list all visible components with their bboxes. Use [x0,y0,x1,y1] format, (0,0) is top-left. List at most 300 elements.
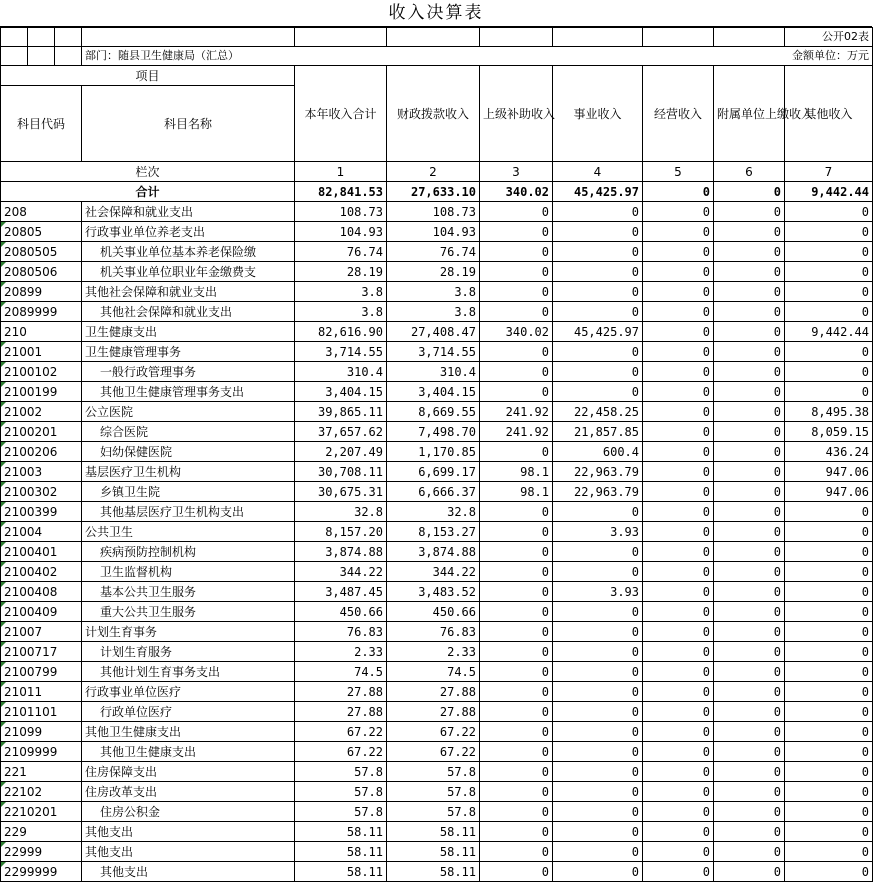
amount-cell[interactable]: 76.74 [295,242,387,262]
subject-code[interactable]: 21099 [1,722,82,742]
amount-cell[interactable]: 0 [480,722,553,742]
amount-cell[interactable]: 0 [785,382,873,402]
amount-cell[interactable]: 0 [714,242,785,262]
amount-cell[interactable]: 0 [480,682,553,702]
amount-cell[interactable]: 0 [480,302,553,322]
amount-cell[interactable]: 0 [643,622,714,642]
header-col-3[interactable]: 上级补助收入 [480,66,553,162]
amount-cell[interactable]: 22,963.79 [553,482,643,502]
subject-name[interactable]: 其他计划生育事务支出 [82,662,295,682]
amount-cell[interactable]: 0 [553,502,643,522]
amount-cell[interactable]: 0 [714,782,785,802]
amount-cell[interactable]: 28.19 [387,262,480,282]
header-col-1[interactable]: 本年收入合计 [295,66,387,162]
amount-cell[interactable]: 0 [643,822,714,842]
subject-name[interactable]: 住房改革支出 [82,782,295,802]
subject-name[interactable]: 社会保障和就业支出 [82,202,295,222]
subject-code[interactable]: 2100201 [1,422,82,442]
amount-cell[interactable]: 0 [714,582,785,602]
amount-cell[interactable]: 0 [480,282,553,302]
amount-cell[interactable]: 0 [643,562,714,582]
amount-cell[interactable]: 0 [480,542,553,562]
subject-name[interactable]: 其他支出 [82,842,295,862]
amount-cell[interactable]: 0 [480,762,553,782]
amount-cell[interactable]: 30,675.31 [295,482,387,502]
subject-name[interactable]: 计划生育事务 [82,622,295,642]
unit-label[interactable]: 金额单位：万元 [714,47,873,66]
amount-cell[interactable]: 108.73 [387,202,480,222]
subject-name[interactable]: 其他支出 [82,862,295,882]
amount-cell[interactable]: 0 [480,602,553,622]
amount-cell[interactable]: 30,708.11 [295,462,387,482]
amount-cell[interactable]: 3,714.55 [295,342,387,362]
subject-name[interactable]: 住房保障支出 [82,762,295,782]
subject-code[interactable]: 21011 [1,682,82,702]
amount-cell[interactable]: 8,669.55 [387,402,480,422]
amount-cell[interactable]: 0 [553,562,643,582]
subject-code[interactable]: 2100401 [1,542,82,562]
amount-cell[interactable]: 57.8 [387,802,480,822]
blank-cell[interactable] [295,28,387,47]
subject-name[interactable]: 卫生健康支出 [82,322,295,342]
amount-cell[interactable]: 0 [553,542,643,562]
amount-cell[interactable]: 0 [643,322,714,342]
subject-code[interactable]: 21003 [1,462,82,482]
total-cell[interactable]: 0 [714,182,785,202]
total-cell[interactable]: 82,841.53 [295,182,387,202]
subject-name[interactable]: 行政事业单位养老支出 [82,222,295,242]
subject-name[interactable]: 其他卫生健康管理事务支出 [82,382,295,402]
col-number[interactable]: 2 [387,162,480,182]
subject-name[interactable]: 基本公共卫生服务 [82,582,295,602]
subject-code[interactable]: 2100302 [1,482,82,502]
blank-cell[interactable] [28,47,55,66]
amount-cell[interactable]: 0 [643,722,714,742]
amount-cell[interactable]: 0 [643,262,714,282]
amount-cell[interactable]: 947.06 [785,462,873,482]
amount-cell[interactable]: 0 [643,542,714,562]
amount-cell[interactable]: 0 [643,482,714,502]
amount-cell[interactable]: 0 [714,302,785,322]
amount-cell[interactable]: 0 [714,422,785,442]
amount-cell[interactable]: 0 [714,262,785,282]
amount-cell[interactable]: 0 [643,762,714,782]
amount-cell[interactable]: 22,963.79 [553,462,643,482]
total-cell[interactable]: 9,442.44 [785,182,873,202]
amount-cell[interactable]: 0 [553,782,643,802]
subject-code[interactable]: 229 [1,822,82,842]
amount-cell[interactable]: 0 [785,282,873,302]
subject-name[interactable]: 重大公共卫生服务 [82,602,295,622]
amount-cell[interactable]: 0 [643,222,714,242]
amount-cell[interactable]: 0 [643,522,714,542]
subject-code[interactable]: 210 [1,322,82,342]
amount-cell[interactable]: 0 [553,622,643,642]
amount-cell[interactable]: 58.11 [295,862,387,882]
amount-cell[interactable]: 0 [785,662,873,682]
amount-cell[interactable]: 8,157.20 [295,522,387,542]
amount-cell[interactable]: 0 [714,622,785,642]
amount-cell[interactable]: 104.93 [387,222,480,242]
amount-cell[interactable]: 0 [714,722,785,742]
subject-name[interactable]: 住房公积金 [82,802,295,822]
amount-cell[interactable]: 22,458.25 [553,402,643,422]
amount-cell[interactable]: 0 [714,542,785,562]
amount-cell[interactable]: 310.4 [295,362,387,382]
blank-cell[interactable] [387,28,480,47]
amount-cell[interactable]: 0 [480,362,553,382]
header-code[interactable]: 科目代码 [1,86,82,162]
amount-cell[interactable]: 27.88 [295,682,387,702]
amount-cell[interactable]: 0 [553,842,643,862]
amount-cell[interactable]: 0 [785,782,873,802]
amount-cell[interactable]: 2.33 [295,642,387,662]
amount-cell[interactable]: 67.22 [295,722,387,742]
amount-cell[interactable]: 0 [643,442,714,462]
amount-cell[interactable]: 0 [480,262,553,282]
amount-cell[interactable]: 9,442.44 [785,322,873,342]
total-cell[interactable]: 340.02 [480,182,553,202]
amount-cell[interactable]: 3,483.52 [387,582,480,602]
blank-cell[interactable] [1,28,28,47]
amount-cell[interactable]: 0 [785,342,873,362]
amount-cell[interactable]: 32.8 [295,502,387,522]
amount-cell[interactable]: 3.93 [553,522,643,542]
header-lanci[interactable]: 栏次 [1,162,295,182]
amount-cell[interactable]: 0 [785,622,873,642]
amount-cell[interactable]: 0 [553,702,643,722]
subject-code[interactable]: 20899 [1,282,82,302]
amount-cell[interactable]: 3.8 [387,282,480,302]
amount-cell[interactable]: 0 [553,342,643,362]
subject-code[interactable]: 21001 [1,342,82,362]
amount-cell[interactable]: 0 [643,462,714,482]
amount-cell[interactable]: 1,170.85 [387,442,480,462]
subject-name[interactable]: 其他基层医疗卫生机构支出 [82,502,295,522]
amount-cell[interactable]: 0 [785,862,873,882]
amount-cell[interactable]: 6,699.17 [387,462,480,482]
amount-cell[interactable]: 0 [643,582,714,602]
amount-cell[interactable]: 0 [714,442,785,462]
amount-cell[interactable]: 0 [643,842,714,862]
amount-cell[interactable]: 3.8 [295,282,387,302]
col-number[interactable]: 4 [553,162,643,182]
amount-cell[interactable]: 3,874.88 [387,542,480,562]
department-label[interactable]: 部门：随县卫生健康局（汇总） [82,47,295,66]
amount-cell[interactable]: 0 [553,282,643,302]
amount-cell[interactable]: 0 [643,502,714,522]
amount-cell[interactable]: 0 [714,842,785,862]
amount-cell[interactable]: 27,408.47 [387,322,480,342]
amount-cell[interactable]: 0 [480,662,553,682]
amount-cell[interactable]: 0 [553,722,643,742]
amount-cell[interactable]: 21,857.85 [553,422,643,442]
amount-cell[interactable]: 2.33 [387,642,480,662]
amount-cell[interactable]: 0 [714,402,785,422]
amount-cell[interactable]: 8,495.38 [785,402,873,422]
subject-code[interactable]: 2210201 [1,802,82,822]
blank-cell[interactable] [643,28,714,47]
subject-code[interactable]: 22999 [1,842,82,862]
col-number[interactable]: 3 [480,162,553,182]
col-number[interactable]: 5 [643,162,714,182]
subject-name[interactable]: 其他社会保障和就业支出 [82,282,295,302]
subject-code[interactable]: 2109999 [1,742,82,762]
amount-cell[interactable]: 0 [643,802,714,822]
amount-cell[interactable]: 74.5 [295,662,387,682]
amount-cell[interactable]: 67.22 [387,742,480,762]
subject-code[interactable]: 21002 [1,402,82,422]
amount-cell[interactable]: 0 [785,842,873,862]
subject-code[interactable]: 2089999 [1,302,82,322]
subject-code[interactable]: 21007 [1,622,82,642]
amount-cell[interactable]: 0 [480,342,553,362]
amount-cell[interactable]: 0 [553,802,643,822]
amount-cell[interactable]: 0 [553,362,643,382]
amount-cell[interactable]: 0 [480,642,553,662]
amount-cell[interactable]: 0 [643,382,714,402]
amount-cell[interactable]: 0 [785,362,873,382]
amount-cell[interactable]: 0 [643,282,714,302]
subject-code[interactable]: 2100409 [1,602,82,622]
amount-cell[interactable]: 3,487.45 [295,582,387,602]
amount-cell[interactable]: 28.19 [295,262,387,282]
amount-cell[interactable]: 0 [480,782,553,802]
amount-cell[interactable]: 3,404.15 [387,382,480,402]
subject-code[interactable]: 2080506 [1,262,82,282]
amount-cell[interactable]: 3.93 [553,582,643,602]
amount-cell[interactable]: 0 [714,662,785,682]
amount-cell[interactable]: 340.02 [480,322,553,342]
amount-cell[interactable]: 0 [714,682,785,702]
amount-cell[interactable]: 0 [785,702,873,722]
amount-cell[interactable]: 67.22 [295,742,387,762]
total-cell[interactable]: 0 [643,182,714,202]
amount-cell[interactable]: 241.92 [480,402,553,422]
amount-cell[interactable]: 0 [785,202,873,222]
amount-cell[interactable]: 0 [480,442,553,462]
amount-cell[interactable]: 45,425.97 [553,322,643,342]
amount-cell[interactable]: 0 [480,842,553,862]
amount-cell[interactable]: 0 [643,342,714,362]
amount-cell[interactable]: 57.8 [387,782,480,802]
amount-cell[interactable]: 0 [714,642,785,662]
amount-cell[interactable]: 58.11 [387,862,480,882]
header-col-4[interactable]: 事业收入 [553,66,643,162]
subject-code[interactable]: 21004 [1,522,82,542]
form-id[interactable]: 公开02表 [785,28,873,47]
amount-cell[interactable]: 0 [785,242,873,262]
amount-cell[interactable]: 0 [480,622,553,642]
amount-cell[interactable]: 3.8 [387,302,480,322]
amount-cell[interactable]: 58.11 [295,842,387,862]
amount-cell[interactable]: 27.88 [387,702,480,722]
total-cell[interactable]: 45,425.97 [553,182,643,202]
subject-name[interactable]: 一般行政管理事务 [82,362,295,382]
amount-cell[interactable]: 2,207.49 [295,442,387,462]
amount-cell[interactable]: 0 [553,822,643,842]
amount-cell[interactable]: 3,874.88 [295,542,387,562]
amount-cell[interactable]: 0 [553,202,643,222]
amount-cell[interactable]: 76.74 [387,242,480,262]
blank-cell[interactable] [643,47,714,66]
blank-cell[interactable] [480,28,553,47]
amount-cell[interactable]: 0 [714,382,785,402]
amount-cell[interactable]: 344.22 [295,562,387,582]
amount-cell[interactable]: 3,714.55 [387,342,480,362]
amount-cell[interactable]: 98.1 [480,482,553,502]
subject-name[interactable]: 其他卫生健康支出 [82,722,295,742]
amount-cell[interactable]: 6,666.37 [387,482,480,502]
header-name[interactable]: 科目名称 [82,86,295,162]
amount-cell[interactable]: 0 [714,602,785,622]
amount-cell[interactable]: 57.8 [295,782,387,802]
header-col-7[interactable]: 其他收入 [785,66,873,162]
amount-cell[interactable]: 0 [643,602,714,622]
subject-name[interactable]: 其他支出 [82,822,295,842]
amount-cell[interactable]: 0 [785,582,873,602]
amount-cell[interactable]: 600.4 [553,442,643,462]
amount-cell[interactable]: 0 [785,742,873,762]
subject-code[interactable]: 2100799 [1,662,82,682]
blank-cell[interactable] [28,28,55,47]
amount-cell[interactable]: 0 [643,302,714,322]
subject-name[interactable]: 机关事业单位基本养老保险缴 [82,242,295,262]
subject-name[interactable]: 公立医院 [82,402,295,422]
subject-name[interactable]: 公共卫生 [82,522,295,542]
header-col-6[interactable]: 附属单位上缴收入 [714,66,785,162]
amount-cell[interactable]: 76.83 [295,622,387,642]
amount-cell[interactable]: 436.24 [785,442,873,462]
amount-cell[interactable]: 947.06 [785,482,873,502]
amount-cell[interactable]: 0 [480,242,553,262]
subject-name[interactable]: 疾病预防控制机构 [82,542,295,562]
amount-cell[interactable]: 0 [643,682,714,702]
amount-cell[interactable]: 0 [714,222,785,242]
header-col-5[interactable]: 经营收入 [643,66,714,162]
amount-cell[interactable]: 0 [553,762,643,782]
col-number[interactable]: 1 [295,162,387,182]
subject-code[interactable]: 208 [1,202,82,222]
amount-cell[interactable]: 32.8 [387,502,480,522]
amount-cell[interactable]: 108.73 [295,202,387,222]
amount-cell[interactable]: 0 [785,802,873,822]
amount-cell[interactable]: 98.1 [480,462,553,482]
amount-cell[interactable]: 0 [714,762,785,782]
amount-cell[interactable]: 0 [553,222,643,242]
amount-cell[interactable]: 0 [714,822,785,842]
amount-cell[interactable]: 0 [785,682,873,702]
subject-name[interactable]: 计划生育服务 [82,642,295,662]
amount-cell[interactable]: 58.11 [387,842,480,862]
subject-code[interactable]: 2101101 [1,702,82,722]
amount-cell[interactable]: 0 [785,542,873,562]
amount-cell[interactable]: 57.8 [295,762,387,782]
amount-cell[interactable]: 0 [714,202,785,222]
amount-cell[interactable]: 0 [643,782,714,802]
amount-cell[interactable]: 0 [785,222,873,242]
amount-cell[interactable]: 76.83 [387,622,480,642]
amount-cell[interactable]: 0 [785,562,873,582]
subject-name[interactable]: 基层医疗卫生机构 [82,462,295,482]
blank-cell[interactable] [1,47,28,66]
blank-cell[interactable] [82,28,295,47]
total-cell[interactable]: 27,633.10 [387,182,480,202]
subject-name[interactable]: 行政事业单位医疗 [82,682,295,702]
amount-cell[interactable]: 0 [643,742,714,762]
amount-cell[interactable]: 0 [714,502,785,522]
subject-code[interactable]: 2100402 [1,562,82,582]
amount-cell[interactable]: 0 [714,562,785,582]
amount-cell[interactable]: 27.88 [295,702,387,722]
amount-cell[interactable]: 104.93 [295,222,387,242]
header-col-2[interactable]: 财政拨款收入 [387,66,480,162]
subject-code[interactable]: 2100408 [1,582,82,602]
amount-cell[interactable]: 0 [785,602,873,622]
total-label[interactable]: 合计 [1,182,295,202]
amount-cell[interactable]: 67.22 [387,722,480,742]
subject-code[interactable]: 2100399 [1,502,82,522]
amount-cell[interactable]: 58.11 [295,822,387,842]
subject-code[interactable]: 2100199 [1,382,82,402]
amount-cell[interactable]: 0 [643,662,714,682]
amount-cell[interactable]: 0 [480,862,553,882]
amount-cell[interactable]: 0 [714,462,785,482]
amount-cell[interactable]: 0 [480,582,553,602]
amount-cell[interactable]: 82,616.90 [295,322,387,342]
amount-cell[interactable]: 39,865.11 [295,402,387,422]
amount-cell[interactable]: 0 [785,502,873,522]
blank-cell[interactable] [480,47,553,66]
blank-cell[interactable] [387,47,480,66]
amount-cell[interactable]: 0 [553,242,643,262]
amount-cell[interactable]: 0 [714,802,785,822]
amount-cell[interactable]: 0 [785,642,873,662]
subject-code[interactable]: 22102 [1,782,82,802]
amount-cell[interactable]: 57.8 [387,762,480,782]
blank-cell[interactable] [55,47,82,66]
amount-cell[interactable]: 0 [553,302,643,322]
blank-cell[interactable] [55,28,82,47]
amount-cell[interactable]: 0 [553,602,643,622]
amount-cell[interactable]: 8,153.27 [387,522,480,542]
subject-name[interactable]: 乡镇卫生院 [82,482,295,502]
amount-cell[interactable]: 0 [714,742,785,762]
amount-cell[interactable]: 0 [480,822,553,842]
amount-cell[interactable]: 310.4 [387,362,480,382]
subject-name[interactable]: 其他卫生健康支出 [82,742,295,762]
amount-cell[interactable]: 0 [480,202,553,222]
subject-name[interactable]: 妇幼保健医院 [82,442,295,462]
subject-name[interactable]: 卫生监督机构 [82,562,295,582]
subject-name[interactable]: 卫生健康管理事务 [82,342,295,362]
amount-cell[interactable]: 0 [785,522,873,542]
subject-code[interactable]: 2299999 [1,862,82,882]
amount-cell[interactable]: 0 [480,522,553,542]
amount-cell[interactable]: 0 [643,862,714,882]
amount-cell[interactable]: 0 [643,422,714,442]
amount-cell[interactable]: 0 [553,742,643,762]
amount-cell[interactable]: 0 [480,222,553,242]
amount-cell[interactable]: 0 [714,342,785,362]
amount-cell[interactable]: 0 [714,282,785,302]
subject-code[interactable]: 2080505 [1,242,82,262]
amount-cell[interactable]: 3.8 [295,302,387,322]
amount-cell[interactable]: 0 [714,362,785,382]
amount-cell[interactable]: 0 [553,662,643,682]
amount-cell[interactable]: 0 [643,242,714,262]
amount-cell[interactable]: 0 [785,722,873,742]
